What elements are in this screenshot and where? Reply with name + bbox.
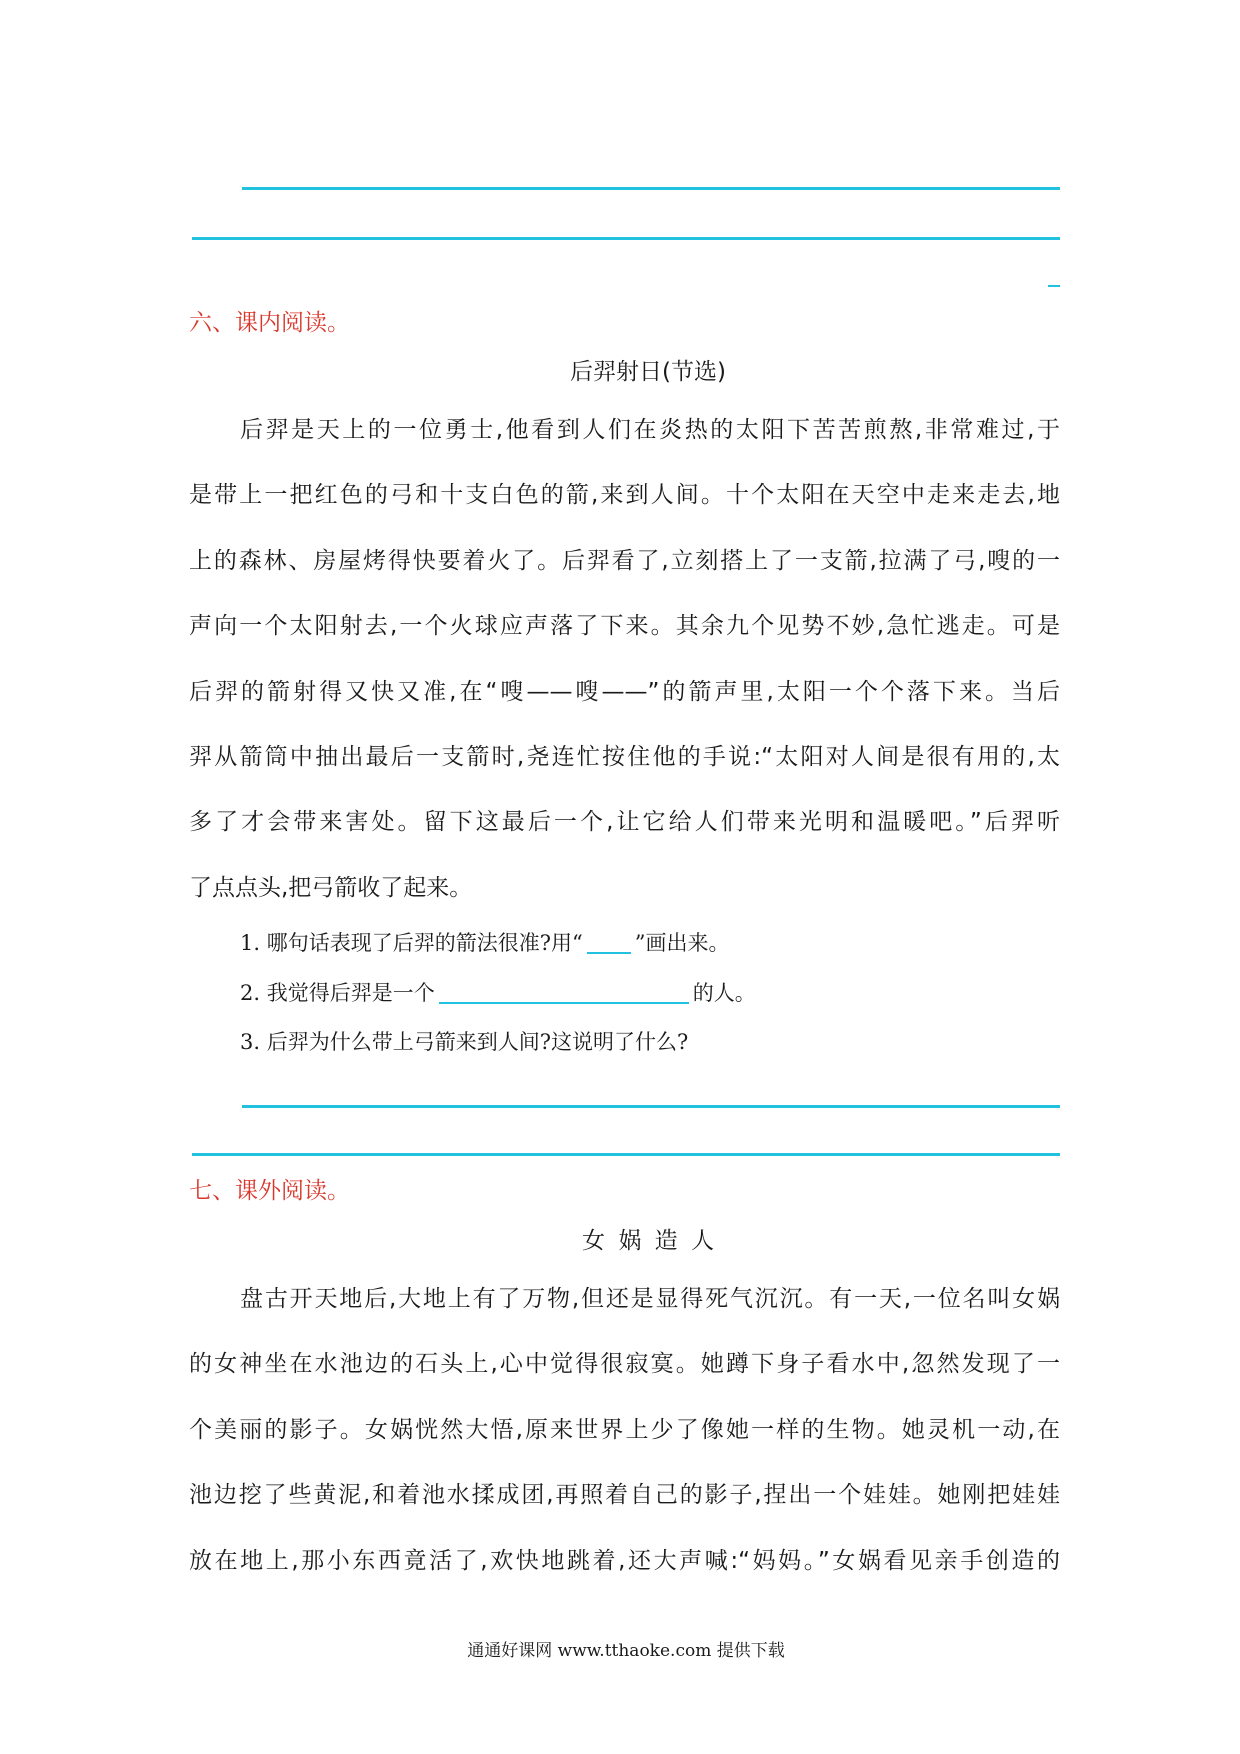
passage-line: 后羿的箭射得又快又准,在“嗖——嗖——”的箭声里,太阳一个个落下来。当后 <box>189 678 1060 705</box>
question-3: 3. 后羿为什么带上弓箭来到人间?这说明了什么? <box>240 1030 689 1054</box>
question-1 <box>240 919 729 969</box>
page-footer: 通通好课网 www.tthaoke.com 提供下载 <box>467 1641 785 1661</box>
answer-line <box>242 187 1060 190</box>
reading-passage <box>189 1267 1060 1594</box>
section-heading: 六、课内阅读。 <box>189 310 350 336</box>
reading-passage <box>189 398 1060 921</box>
passage-line: 多了才会带来害处。留下这最后一个,让它给人们带来光明和温暖吧。”后羿听 <box>189 809 1060 836</box>
passage-line: 盘古开天地后,大地上有了万物,但还是显得死气沉沉。有一天,一位名叫女娲 <box>240 1286 1060 1312</box>
passage-line: 声向一个太阳射去,一个火球应声落了下来。其余九个见势不妙,急忙逃走。可是 <box>189 613 1060 640</box>
passage-line: 的女神坐在水池边的石头上,心中觉得很寂寞。她蹲下身子看水中,忽然发现了一 <box>189 1351 1060 1378</box>
answer-line <box>242 1105 1060 1108</box>
fill-in-blank <box>439 980 689 1004</box>
question-text: 的人。 <box>692 981 756 1005</box>
fill-in-blank <box>587 930 631 954</box>
passage-line: 上的森林、房屋烤得快要着火了。后羿看了,立刻搭上了一支箭,拉满了弓,嗖的一 <box>189 547 1060 574</box>
answer-line <box>192 237 1060 240</box>
answer-line-stub <box>1048 285 1060 287</box>
passage-line: 池边挖了些黄泥,和着池水揉成团,再照着自己的影子,捏出一个娃娃。她刚把娃娃 <box>189 1482 1060 1509</box>
question-text: 2. 我觉得后羿是一个 <box>240 981 435 1005</box>
passage-title: 女 娲 造 人 <box>582 1228 714 1254</box>
passage-line: 了点点头,把弓箭收了起来。 <box>189 874 473 901</box>
passage-title: 后羿射日(节选) <box>570 359 726 385</box>
passage-line: 后羿是天上的一位勇士,他看到人们在炎热的太阳下苦苦煎熬,非常难过,于 <box>240 417 1060 443</box>
passage-line: 是带上一把红色的弓和十支白色的箭,来到人间。十个太阳在天空中走来走去,地 <box>189 482 1060 509</box>
passage-line: 个美丽的影子。女娲恍然大悟,原来世界上少了像她一样的生物。她灵机一动,在 <box>189 1416 1060 1443</box>
question-text: ”画出来。 <box>634 931 730 955</box>
section-heading: 七、课外阅读。 <box>189 1178 350 1204</box>
question-text: 1. 哪句话表现了后羿的箭法很准?用“ <box>240 931 583 955</box>
answer-line <box>192 1153 1060 1156</box>
passage-line: 放在地上,那小东西竟活了,欢快地跳着,还大声喊:“妈妈。”女娲看见亲手创造的 <box>189 1547 1060 1574</box>
question-2 <box>240 969 756 1019</box>
passage-line: 羿从箭筒中抽出最后一支箭时,尧连忙按住他的手说:“太阳对人间是很有用的,太 <box>189 743 1060 770</box>
